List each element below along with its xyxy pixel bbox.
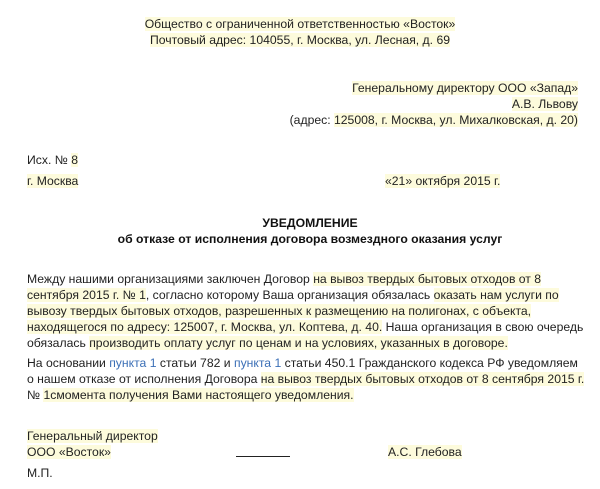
signature-position: Генеральный директор — [27, 429, 158, 443]
recipient-line1: Генеральному директору ООО «Запад» — [352, 81, 578, 95]
paragraph2-line1: На основании пункта 1 статьи 782 и пункта 1 статьи 450.1 Гражданского кодекса РФ уведомляем — [27, 356, 578, 370]
article-450-link[interactable]: пункта 1 — [233, 356, 282, 370]
date: «21» октября 2015 г. — [385, 174, 501, 188]
paragraph1-line2: сентября 2015 г. № 1, согласно которому Ваша организация обязалась оказать нам услуги по — [27, 288, 559, 302]
paragraph1-line4: находящегося по адресу: 125007, г. Москва, ул. Коптева, д. 40. Наша организация в свою очередь — [27, 320, 584, 334]
paragraph2-line2: о нашем отказе от исполнения Договора на вывоз твердых бытовых отходов от 8 сентября 2015 г. — [27, 372, 585, 386]
signature-name: А.С. Глебова — [388, 445, 462, 459]
paragraph1-line1: Между нашими организациями заключен Договор на вывоз твердых бытовых отходов от 8 — [27, 272, 542, 286]
paragraph1-line3: вывозу твердых бытовых отходов, разрешенных к размещению на полигонах, с объекта, — [27, 304, 532, 318]
recipient-address: (адрес: 125008, г. Москва, ул. Михалковская, д. 20) — [289, 113, 578, 127]
signature-line — [236, 456, 290, 457]
paragraph1-line5: обязалась производить оплату услуг по ценам и на условиях, указанных в договоре. — [27, 336, 508, 350]
paragraph2-line3: № 1смомента получения Вами настоящего уведомления. — [27, 388, 354, 402]
page-title: УВЕДОМЛЕНИЕ — [262, 216, 358, 230]
outgoing-number: Исх. № 8 — [27, 153, 78, 167]
article-782-link[interactable]: пункта 1 — [109, 356, 157, 370]
stamp-placeholder: М.П. — [27, 466, 53, 480]
city: г. Москва — [27, 174, 79, 188]
sender-address: Почтовый адрес: 104055, г. Москва, ул. Лесная, д. 69 — [149, 33, 451, 47]
page-subtitle: об отказе от исполнения договора возмездного оказания услуг — [117, 232, 503, 246]
sender-company: Общество с ограниченной ответственностью «Восток» — [144, 17, 456, 31]
recipient-line2: А.В. Львову — [511, 97, 578, 111]
signature-company: ООО «Восток» — [27, 445, 111, 459]
